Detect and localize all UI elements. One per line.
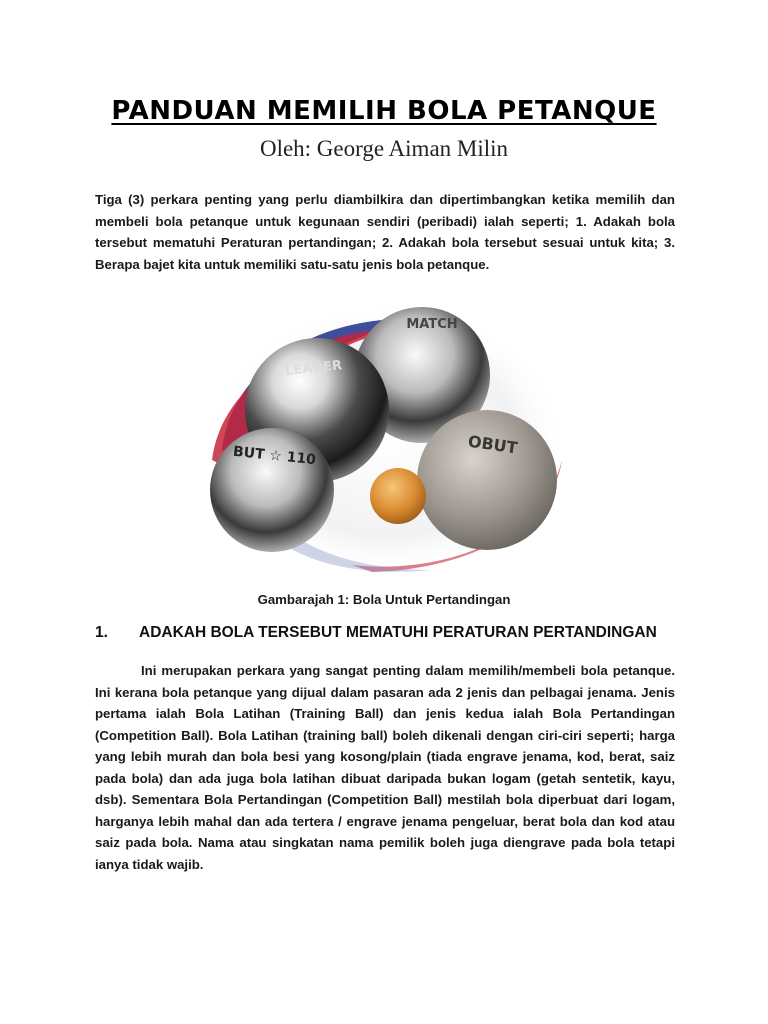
ball-label-obut: OBUT xyxy=(466,431,519,458)
section-body-paragraph: Ini merupakan perkara yang sangat penting dalam memilih/membeli bola petanque. Ini kerana bola petanque yang dijual dalam pasaran ada 2 jenis dan pelbagai jenama. Jenis pertama ialah Bola Latihan (Training Ball) dan jenis kedua ialah Bola Pertandingan (Competition Ball). Bola Latihan (training ball) boleh dikenali dengan ciri-ciri seperti; harga yang lebih murah dan bola besi yang kosong/plain (tiada engrave jenama, kod, berat, saiz pada bola) dan ada juga bola latihan dibuat daripada bukan logam (getah sentetik, kayu, dsb). Sementara Bola Pertandingan (Competition Ball) mestilah bola diperbuat dari logam, harganya lebih mahal dan ada tertera / engrave jenama pengeluar, berat bola dan kod atau saiz pada bola. Nama atau singkatan nama pemilik boleh juga diengrave pada bola tetapi ianya tidak wajib. xyxy=(95,663,675,872)
author-line: Oleh: George Aiman Milin xyxy=(259,136,509,161)
ball-label-leader: LEADER xyxy=(284,358,343,379)
wooden-jack xyxy=(370,468,426,524)
ball-label-but-110: BUT ☆ 110 xyxy=(232,443,317,469)
petanque-balls-image xyxy=(202,300,572,580)
figure-caption: Gambarajah 1: Bola Untuk Pertandingan xyxy=(257,592,511,607)
intro-paragraph: Tiga (3) perkara penting yang perlu diambilkira dan dipertimbangkan ketika memilih dan membeli bola petanque untuk kegunaan sendiri (peribadi) ialah seperti; 1. Adakah bola tersebut mematuhi Peraturan pertandingan; 2. Adakah bola tersebut sesuai untuk kita; 3. Berapa bajet kita untuk memiliki satu-satu jenis bola petanque. xyxy=(95,192,675,272)
document-title: PANDUAN MEMILIH BOLA PETANQUE xyxy=(111,96,657,126)
obut-ball xyxy=(417,410,557,550)
section-number: 1. xyxy=(95,624,108,641)
section-heading xyxy=(95,624,695,642)
section-heading-text: ADAKAH BOLA TERSEBUT MEMATUHI PERATURAN PERTANDINGAN xyxy=(139,624,657,641)
but-110-ball xyxy=(210,428,334,552)
ball-label-match: MATCH xyxy=(406,317,458,332)
